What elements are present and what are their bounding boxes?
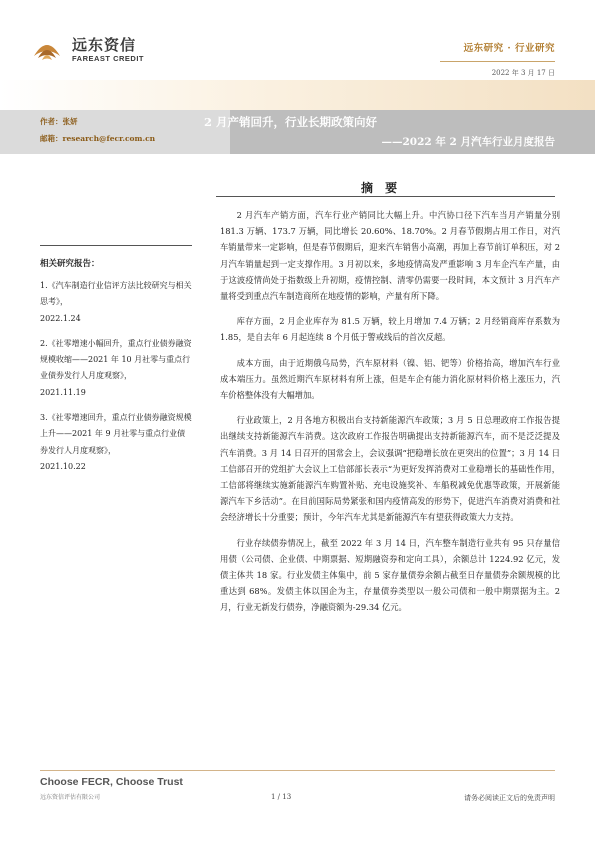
abstract-heading: 摘 要 (361, 181, 402, 195)
related-report-date: 2021.11.19 (40, 387, 86, 397)
footer-company: 远东资信评估有限公司 (40, 794, 101, 801)
related-report-title: 3.《社零增速回升，重点行业债券融资规模上升——2021 年 9 月社零与重点行业债券发行人月度观察》， (40, 413, 192, 455)
related-reports-sidebar (40, 245, 192, 484)
abstract-body (220, 207, 560, 625)
header-band (0, 80, 595, 110)
logo-chinese-name: 远东资信 (72, 36, 137, 54)
related-report-date: 2021.10.22 (40, 461, 86, 471)
related-reports-heading: 相关研究报告： (40, 259, 100, 269)
abstract-rule (216, 196, 555, 197)
email-label: 邮箱： (40, 134, 63, 143)
related-report-item[interactable] (40, 278, 192, 327)
author-name: 张妍 (62, 117, 78, 126)
author-line (40, 116, 78, 127)
related-report-item[interactable] (40, 410, 192, 475)
email-address[interactable]: research@fecr.com.cn (62, 134, 156, 143)
sidebar-rule (40, 245, 192, 246)
email-line (40, 133, 155, 144)
related-report-item[interactable] (40, 336, 192, 401)
disclaimer-note: 请务必阅读正文后的免责声明 (464, 794, 555, 802)
footer-slogan: Choose FECR, Choose Trust (40, 776, 183, 788)
footer-rule (40, 770, 555, 771)
abstract-paragraph-bonds: 行业存续债券情况上，截至 2022 年 3 月 14 日，汽车整车制造行业共有 95 只存量信用债（公司债、企业债、中期票据、短期融资券和定向工具），余额总计 1224.92 亿元，发债主体共 18 家。行业发债主体集中，前 5 家存量债券余额占截至日存量债券余额规模的比重达到 68%。发债主体以国企为主，存量债券类型以一般公司债和一般中期票据为主。2 月，行业无新发行债券，净融资额为-29.34 亿元。 (220, 537, 560, 613)
report-title: 2 月产销回升，行业长期政策向好 (203, 115, 377, 129)
report-subtitle: ——2022 年 2 月汽车行业月度报告 (381, 136, 555, 148)
page-header (0, 0, 595, 110)
page-number: 1 / 13 (271, 793, 292, 801)
logo-mark-icon (30, 32, 64, 66)
abstract-paragraph-cost: 成本方面，由于近期俄乌局势，汽车原材料（镍、铝、钯等）价格抬高，增加汽车行业成本端压力。虽然近期汽车原材料有所上涨，但是车企有能力消化原材料价格上涨压力，汽车价格整体没有大幅增加。 (220, 357, 560, 401)
report-category: 远东研究 · 行业研究 (463, 43, 555, 54)
related-report-date: 2022.1.24 (40, 313, 81, 323)
abstract-paragraph-policy: 行业政策上，2 月各地方积极出台支持新能源汽车政策；3 月 5 日总理政府工作报告提出继续支持新能源汽车消费。这次政府工作报告明确提出支持新能源汽车，而不是泛泛提及汽车消费。3 月 14 日召开的国常会上，会议强调“把稳增长放在更突出的位置”；3 月 14 日工信部召开的党组扩大会议上工信部部长表示“为更好发挥消费对工业稳增长的基础性作用，工信部将继续实施新能源汽车购置补贴、充电设施奖补、车船税减免优惠等政策，开展新能源汽车下乡活动”。在目前国际局势紧张和国内疫情高发的形势下，促进汽车消费对消费和社会经济增长十分重要；预计，今年汽车尤其是新能源汽车有望获得政策大力支持。 (220, 415, 560, 523)
author-label: 作者： (40, 117, 63, 126)
related-report-title: 2.《社零增速小幅回升，重点行业债券融资规模收缩——2021 年 10 月社零与重点行业债券发行人月度观察》， (40, 338, 192, 381)
company-logo (30, 30, 165, 70)
header-rule (440, 61, 555, 62)
related-report-title: 1.《汽车制造行业信评方法比较研究与相关思考》， (40, 281, 192, 307)
abstract-paragraph-sales: 2 月汽车产销方面，汽车行业产销同比大幅上升。中汽协口径下汽车当月产销量分别 181.3 万辆、173.7 万辆，同比增长 20.60%、18.70%。2 月春节假期占用工作日，对汽车销量带来一定影响，但是春节假期后，迎来汽车销售小高潮，再加上春节前订单积压，对 2 月汽车销量起到一定支撑作用。3 月初以来，多地疫情高发严重影响 3 月车企汽车产量，由于这波疫情尚处于指数级上升初期，疫情控制、清零仍需要一段时间，本文预计 3 月汽车产量将受到重点汽车制造商所在地疫情的影响，产量有所下降。 (220, 210, 560, 302)
abstract-paragraph-inventory: 库存方面，2 月企业库存为 81.5 万辆，较上月增加 7.4 万辆；2 月经销商库存系数为 1.85，是自去年 6 月起连续 8 个月低于警戒线后的首次反超。 (220, 316, 560, 343)
report-date: 2022 年 3 月 17 日 (491, 69, 555, 77)
logo-english-name: FAREAST CREDIT (72, 54, 145, 63)
